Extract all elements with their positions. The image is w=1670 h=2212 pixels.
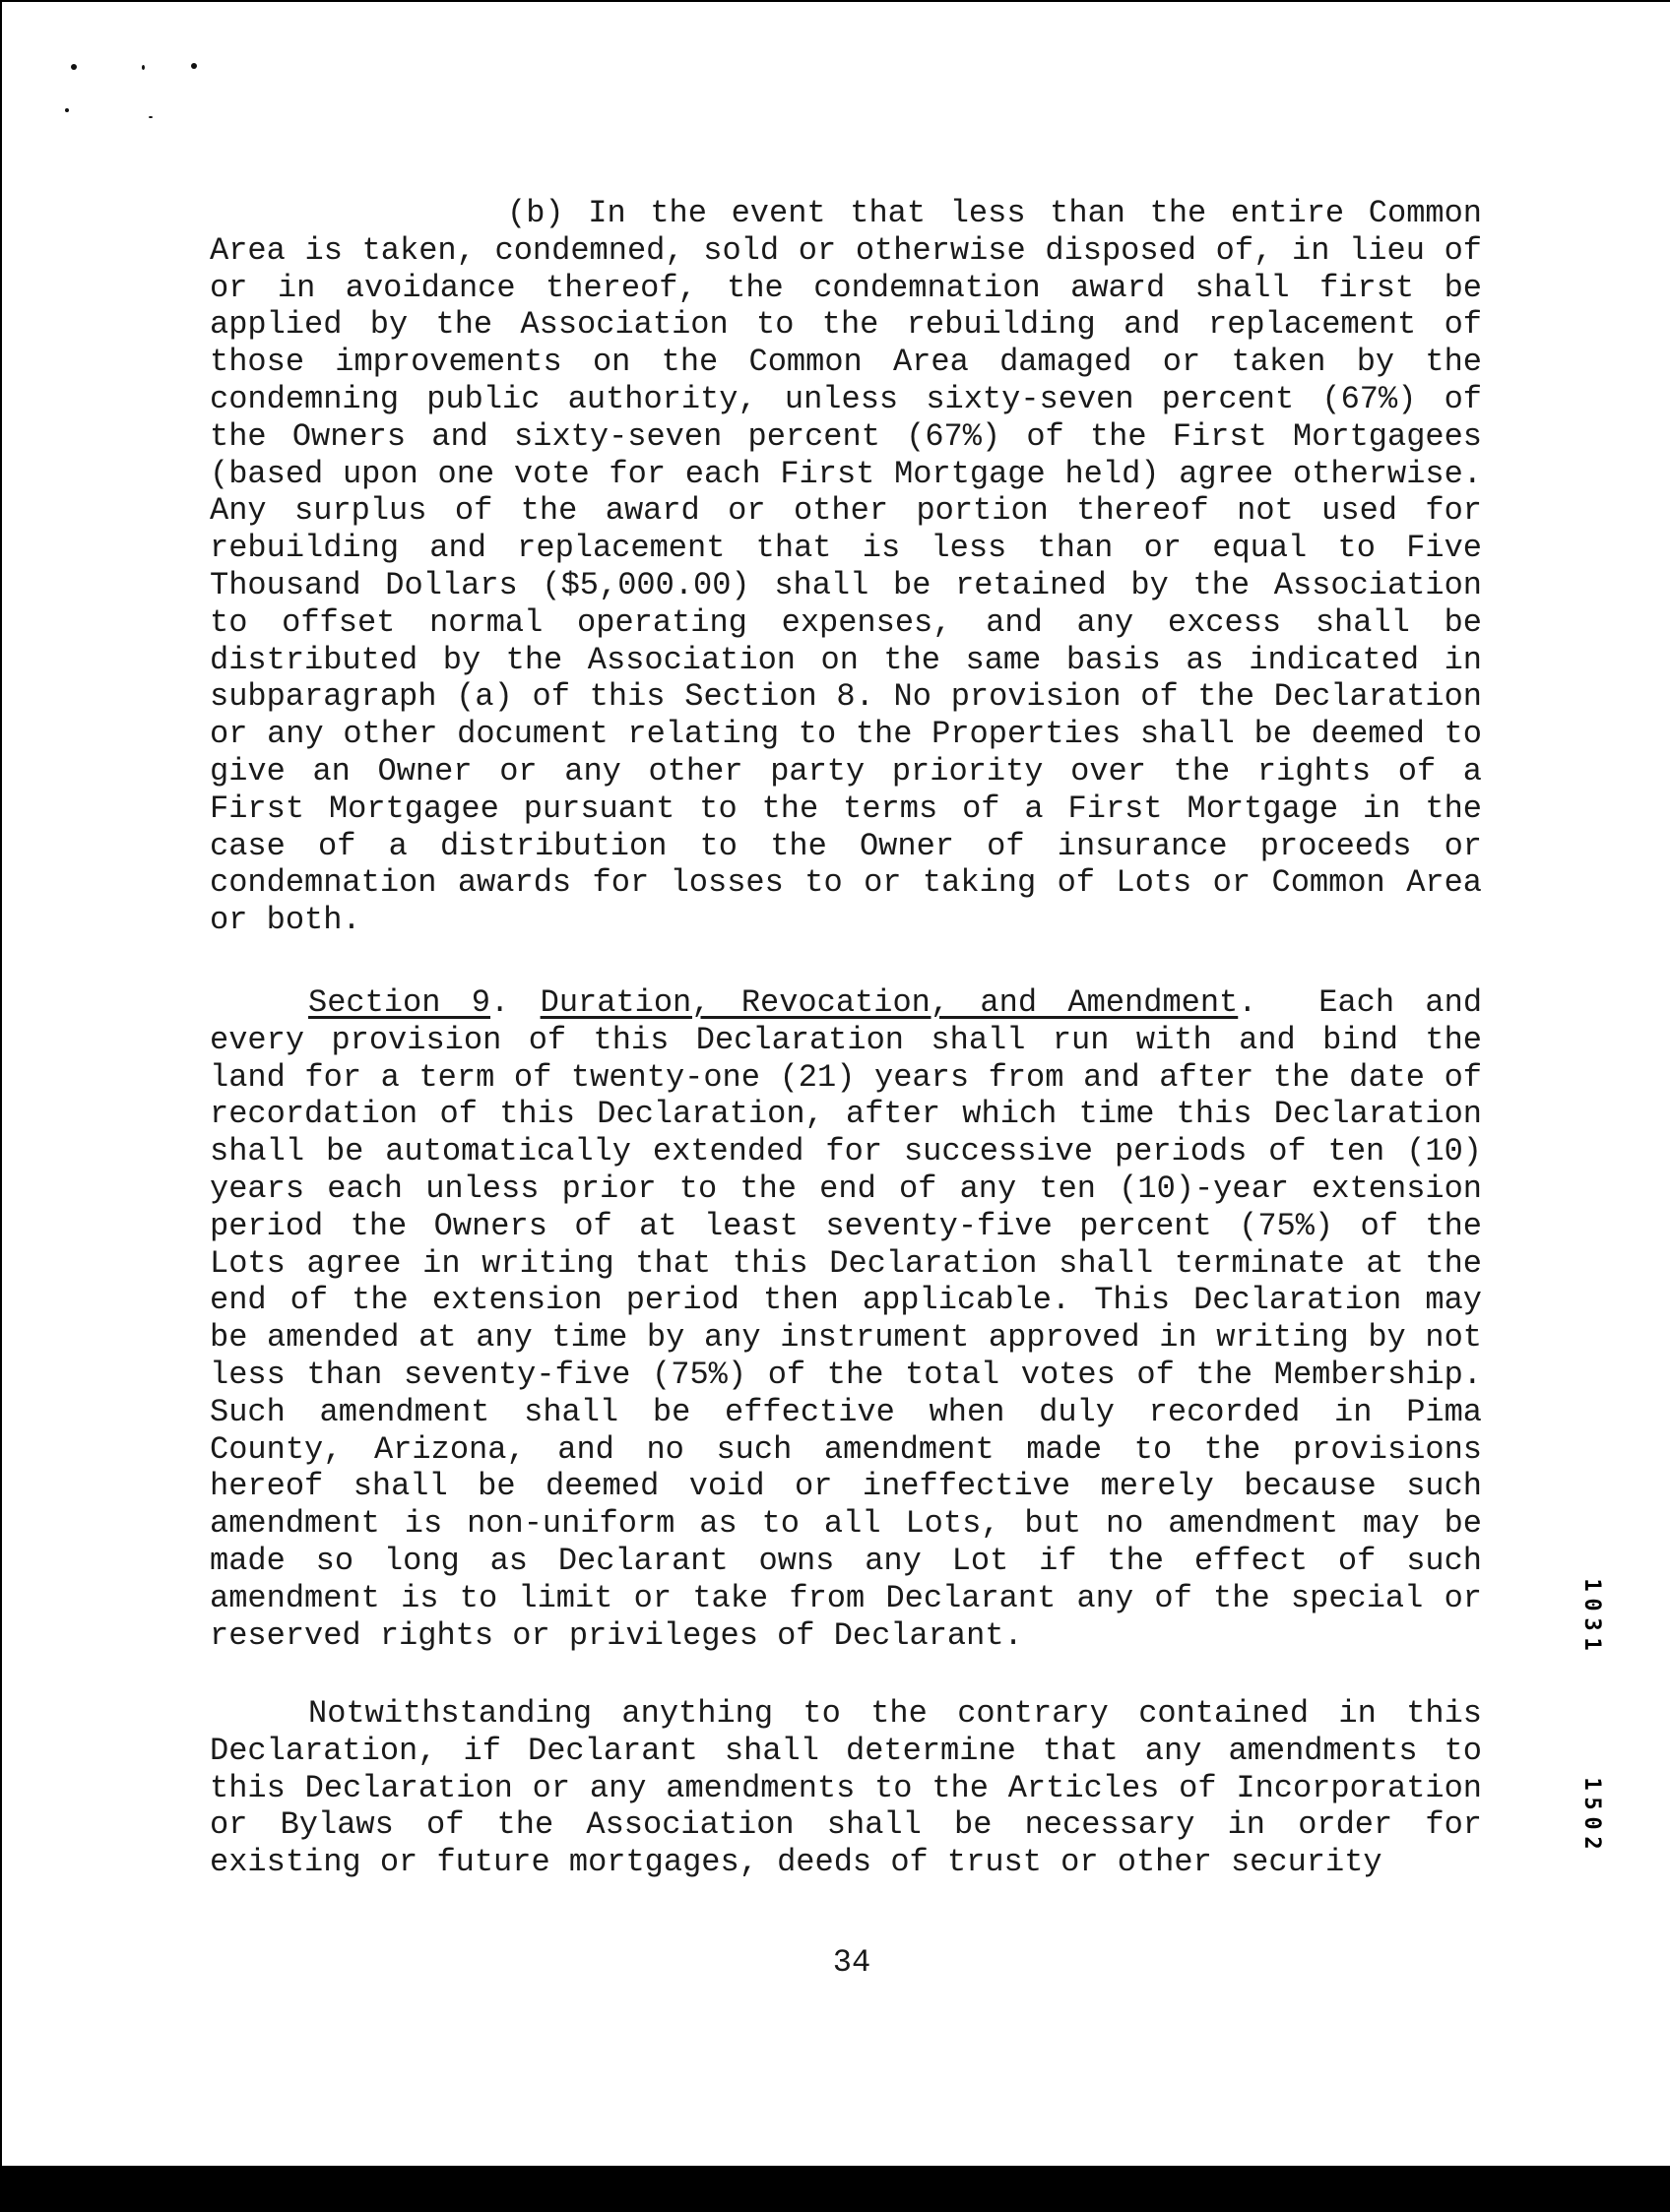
section-9-label: Section 9 — [308, 984, 491, 1021]
page-number: 34 — [832, 1944, 871, 1981]
section-9-text: Each and every provision of this Declaration shall run with and bind the land for a term of twenty-one (21) years from and after the date of recordation of this Declaration, after which time this Declaration shall be automatically extended for successive periods of ten (10) years each unless prior to the end of any ten (10)-year extension period the Owners of at least seventy-five percent (75%) of the Lots agree in writing that this Declaration shall terminate at the end of the extension period then applicable. This Declaration may be amended at any time by any instrument approved in writing by not less than seventy-five (75%) of the total votes of the Membership. Such amendment shall be effective when duly recorded in Pima County, Arizona, and no such amendment made to the provisions hereof shall be deemed void or ineffective merely because such amendment is non-uniform as to all Lots, but no amendment may be made so long as Declarant owns any Lot if the effect of such amendment is to limit or take from Declarant any of the special or reserved rights or privileges of Declarant. — [210, 984, 1483, 1654]
section-9-title-punct: . — [1238, 984, 1257, 1021]
section-9-title: Duration, Revocation, and Amendment — [540, 984, 1239, 1021]
recording-stamp-top — [1579, 1575, 1604, 1654]
recording-stamp-bottom — [1579, 1774, 1604, 1853]
section-9-label-punct: . — [490, 984, 510, 1021]
section-9-paragraph — [210, 984, 1482, 1654]
scan-speck — [191, 63, 197, 69]
stamp-digit: 1 — [1579, 1637, 1604, 1651]
stamp-digit: 0 — [1579, 1598, 1604, 1612]
scan-speck — [71, 64, 77, 70]
stamp-digit: 2 — [1579, 1836, 1604, 1850]
stamp-digit: 1 — [1579, 1578, 1604, 1592]
paragraph-b: (b) In the event that less than the entire Common Area is taken, condemned, sold or otherwise disposed of, in lieu of or in avoidance thereof, the condemnation award shall first be applied by the Association to the rebuilding and replacement of those improvements on the Common Area damaged or taken by the condemning public authority, unless sixty-seven percent (67%) of the Owners and sixty-seven percent (67%) of the First Mortgagees (based upon one vote for each First Mortgage held) agree otherwise. Any surplus of the award or other portion thereof not used for rebuilding and replacement that is less than or equal to Five Thousand Dollars ($5,000.00) shall be retained by the Association to offset normal operating expenses, and any excess shall be distributed by the Association on the same basis as indicated in subparagraph (a) of this Section 8. No provision of the Declaration or any other document relating to the Properties shall be deemed to give an Owner or any other party priority over the rights of a First Mortgagee pursuant to the terms of a First Mortgage in the case of a distribution to the Owner of insurance proceeds or condemnation awards for losses to or taking of Lots or Common Area or both. — [210, 195, 1482, 939]
notwithstanding-paragraph: Notwithstanding anything to the contrary contained in this Declaration, if Declarant shall determine that any amendments to this Declaration or any amendments to the Articles of Incorporation or Bylaws of the Association shall be necessary in order for existing or future mortgages, deeds of trust or other security — [210, 1695, 1482, 1881]
stamp-digit: 5 — [1579, 1797, 1604, 1810]
stamp-digit: 1 — [1579, 1777, 1604, 1791]
scan-speck — [142, 65, 145, 70]
scan-speck — [149, 116, 153, 118]
stamp-digit: 3 — [1579, 1617, 1604, 1631]
stamp-digit: 0 — [1579, 1816, 1604, 1830]
scan-speck — [65, 108, 69, 112]
